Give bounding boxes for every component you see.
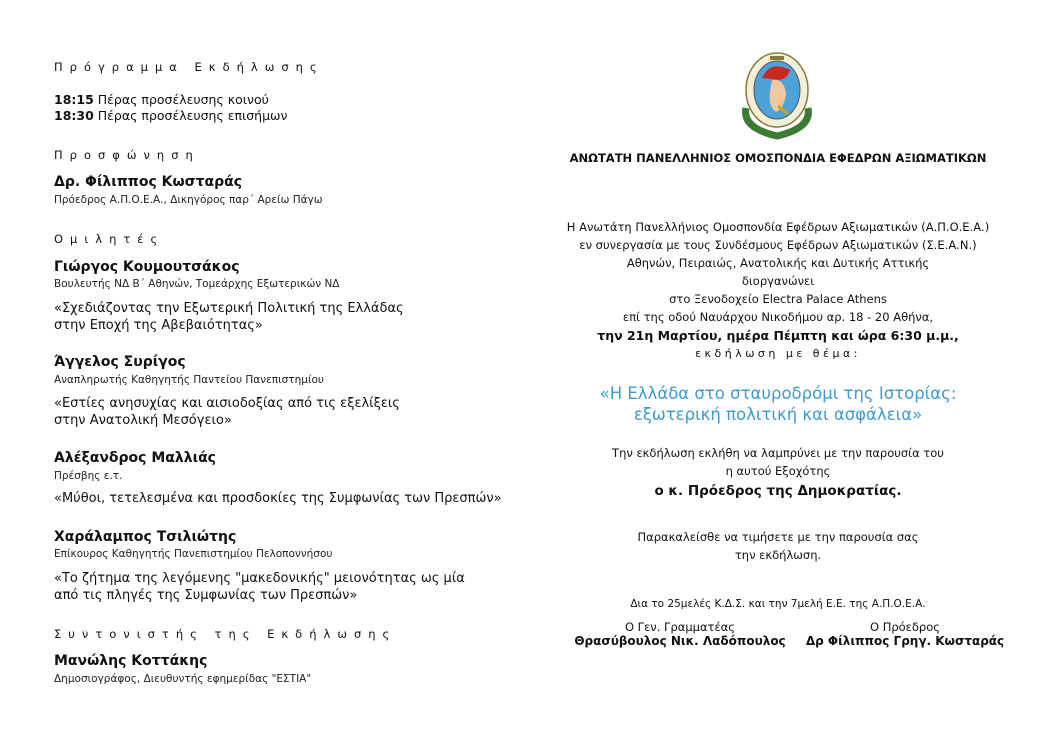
intro-line: Η Ανωτάτη Πανελλήνιος Ομοσπονδία Εφέδρων Αξιωματικών (Α.Π.Ο.Ε.Α.) xyxy=(566,220,990,234)
invite-line: την εκδήλωση. xyxy=(734,548,822,562)
emblem-logo xyxy=(740,48,814,140)
speaker-name: Δρ. Φίλιππος Κωσταράς xyxy=(54,174,243,190)
theme-title: εξωτερική πολιτική και ασφάλεια» xyxy=(633,405,923,424)
schedule-item xyxy=(54,108,288,123)
speaker-role: Πρέσβης ε.τ. xyxy=(54,470,123,482)
presence-line: Την εκδήλωση εκλήθη να λαμπρύνει με την παρουσία του xyxy=(612,446,944,460)
speaker-name: Γιώργος Κουμουτσάκος xyxy=(54,259,240,275)
schedule-time: 18:15 xyxy=(54,92,94,107)
intro-line: εν συνεργασία με τους Συνδέσμους Εφέδρων Αξιωματικών (Σ.Ε.Α.Ν.) xyxy=(579,238,977,252)
speaker-topic: στην Εποχή της Αβεβαιότητας» xyxy=(54,318,263,333)
speaker-role: Πρόεδρος Α.Π.Ο.Ε.Α., Δικηγόρος παρ΄ Αρείω Πάγω xyxy=(54,194,323,206)
speaker-topic: από τις πληγές της Συμφωνίας των Πρεσπών» xyxy=(54,588,358,603)
speaker-topic: «Εστίες ανησυχίας και αισιοδοξίας από τις εξελίξεις xyxy=(54,396,400,411)
speaker-name: Αλέξανδρος Μαλλιάς xyxy=(54,450,216,466)
on-behalf-line: Δια το 25μελές Κ.Δ.Σ. και την 7μελή Ε.Ε. της Α.Π.Ο.Ε.Α. xyxy=(630,598,926,610)
schedule-text: Πέρας προσέλευσης επισήμων xyxy=(97,108,288,123)
schedule-time: 18:30 xyxy=(54,108,94,123)
speaker-role: Επίκουρος Καθηγητής Πανεπιστημίου Πελοποννήσου xyxy=(54,548,333,560)
signature-secretary xyxy=(550,620,810,648)
moderator-name: Μανώλης Κοττάκης xyxy=(54,653,208,669)
date-line: την 21η Μαρτίου, ημέρα Πέμπτη και ώρα 6:30 μ.μ., xyxy=(597,328,959,343)
signature-title: Ο Πρόεδρος xyxy=(869,620,941,634)
speaker-name: Άγγελος Συρίγος xyxy=(54,354,186,370)
speaker-name: Χαράλαμπος Τσιλιώτης xyxy=(54,529,237,545)
speaker-topic: «Μύθοι, τετελεσμένα και προσδοκίες της Συμφωνίας των Πρεσπών» xyxy=(54,491,502,506)
address-heading: Προσφώνηση xyxy=(54,148,200,162)
speaker-role: Βουλευτής ΝΔ Β΄ Αθηνών, Τομεάρχης Εξωτερικών ΝΔ xyxy=(54,278,340,290)
program-heading: Πρόγραμμα Εκδήλωσης xyxy=(54,60,324,74)
speaker-topic: στην Ανατολική Μεσόγειο» xyxy=(54,413,232,428)
president-line: ο κ. Πρόεδρος της Δημοκρατίας. xyxy=(654,483,902,499)
schedule-text: Πέρας προσέλευσης κοινού xyxy=(97,92,269,107)
signature-title: Ο Γεν. Γραμματέας xyxy=(624,620,736,634)
presence-line: η αυτού Εξοχότης xyxy=(725,464,831,478)
signature-president xyxy=(775,620,1035,648)
speaker-role: Αναπληρωτής Καθηγητής Παντείου Πανεπιστημίου xyxy=(54,374,324,386)
intro-line: διοργανώνει xyxy=(741,274,815,288)
invite-line: Παρακαλείσθε να τιμήσετε με την παρουσία σας xyxy=(637,530,919,544)
intro-line: Αθηνών, Πειραιώς, Ανατολικής και Δυτικής Αττικής xyxy=(626,256,930,270)
intro-line: επί της οδού Ναυάρχου Νικοδήμου αρ. 18 - 20 Αθήνα, xyxy=(622,310,934,324)
signature-name: Θρασύβουλος Νικ. Λαδόπουλος xyxy=(574,634,786,648)
speaker-topic: «Σχεδιάζοντας την Εξωτερική Πολιτική της Ελλάδας xyxy=(54,301,404,316)
speakers-heading: Ομιλητές xyxy=(54,232,165,246)
intro-line: στο Ξενοδοχείο Electra Palace Athens xyxy=(669,292,887,306)
moderator-role: Δημοσιογράφος, Διευθυντής εφημερίδας "ΕΣΤΙΑ" xyxy=(54,673,312,685)
moderator-heading: Συντονιστής της Εκδήλωσης xyxy=(54,627,397,641)
speaker-topic: «Το ζήτημα της λεγόμενης "μακεδονικής" μειονότητας ως μία xyxy=(54,571,465,586)
org-title: ΑΝΩΤΑΤΗ ΠΑΝΕΛΛΗΝΙΟΣ ΟΜΟΣΠΟΝΔΙΑ ΕΦΕΔΡΩΝ ΑΞΙΩΜΑΤΙΚΩΝ xyxy=(569,151,987,165)
schedule-item xyxy=(54,92,269,107)
signature-name: Δρ Φίλιππος Γρηγ. Κωσταράς xyxy=(805,634,1005,648)
theme-label: εκδήλωση με θέμα: xyxy=(695,347,861,360)
theme-title: «Η Ελλάδα στο σταυροδρόμι της Ιστορίας: xyxy=(599,384,957,403)
